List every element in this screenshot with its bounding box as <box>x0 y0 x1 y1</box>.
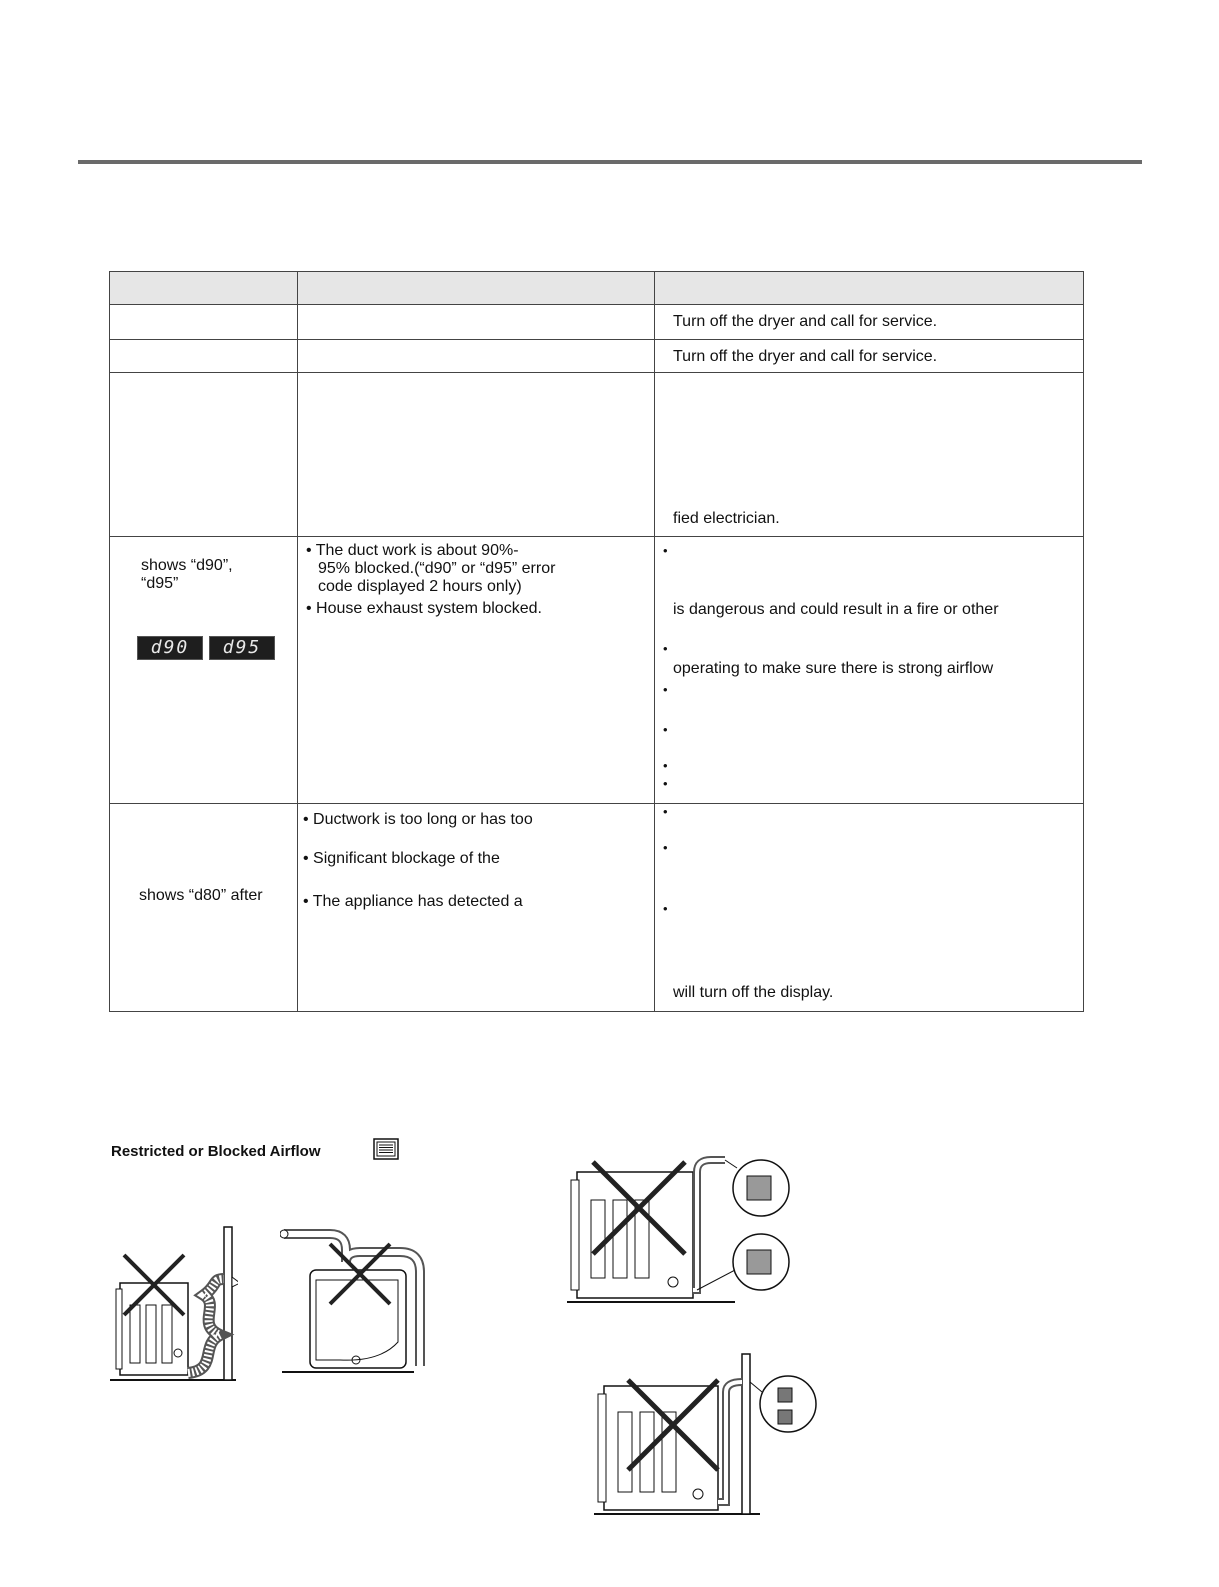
bullet: • <box>663 641 668 656</box>
row4-solution-line1: is dangerous and could result in a fire or other <box>673 601 999 618</box>
d90-error-display: d90 <box>137 636 203 660</box>
table-border-left <box>109 271 110 1012</box>
row1-solution: Turn off the dryer and call for service. <box>673 313 938 330</box>
restricted-vent-illustration <box>592 1352 822 1522</box>
table-border-top <box>109 271 1084 272</box>
table-header-row <box>109 271 1084 304</box>
row4-cause1-line2: 95% blocked.(“d90” or “d95” error <box>318 560 556 577</box>
row2-solution: Turn off the dryer and call for service. <box>673 348 938 365</box>
bullet: • <box>663 722 668 737</box>
table-border-bottom <box>109 1011 1084 1012</box>
table-border-right <box>1083 271 1084 1012</box>
row-divider <box>109 304 1084 305</box>
d95-error-display: d95 <box>209 636 275 660</box>
figure-title: Restricted or Blocked Airflow <box>111 1143 321 1160</box>
blocked-vent-illustration <box>565 1150 795 1310</box>
bullet: • <box>663 682 668 697</box>
row5-cause2: • Significant blockage of the <box>303 850 500 867</box>
long-duct-illustration <box>280 1222 440 1382</box>
row-divider <box>109 339 1084 340</box>
row5-cause3: • The appliance has detected a <box>303 893 523 910</box>
bullet: • <box>663 840 668 855</box>
row-divider <box>109 803 1084 804</box>
bullet: • <box>663 543 668 558</box>
column-divider <box>654 271 655 1012</box>
bullet: • <box>663 758 668 773</box>
row-divider <box>109 536 1084 537</box>
row4-cause2: • House exhaust system blocked. <box>306 600 542 617</box>
bullet: • <box>663 804 668 819</box>
crushed-duct-illustration <box>108 1225 238 1385</box>
bullet: • <box>663 776 668 791</box>
row4-problem-line2: “d95” <box>141 575 179 592</box>
bullet: • <box>663 901 668 916</box>
row3-solution: fied electrician. <box>673 510 780 527</box>
column-divider <box>297 271 298 1012</box>
row5-solution: will turn off the display. <box>673 984 834 1001</box>
row5-cause1: • Ductwork is too long or has too <box>303 811 533 828</box>
row5-problem: shows “d80” after <box>139 887 263 904</box>
row4-cause1-line3: code displayed 2 hours only) <box>318 578 522 595</box>
lint-filter-icon <box>373 1138 399 1160</box>
row4-solution-line2: operating to make sure there is strong airflow <box>673 660 994 677</box>
troubleshooting-table <box>109 271 1084 1012</box>
row4-cause1-line1: • The duct work is about 90%- <box>306 542 519 559</box>
section-divider <box>78 160 1142 164</box>
row-divider <box>109 372 1084 373</box>
row4-problem-line1: shows “d90”, <box>141 557 233 574</box>
